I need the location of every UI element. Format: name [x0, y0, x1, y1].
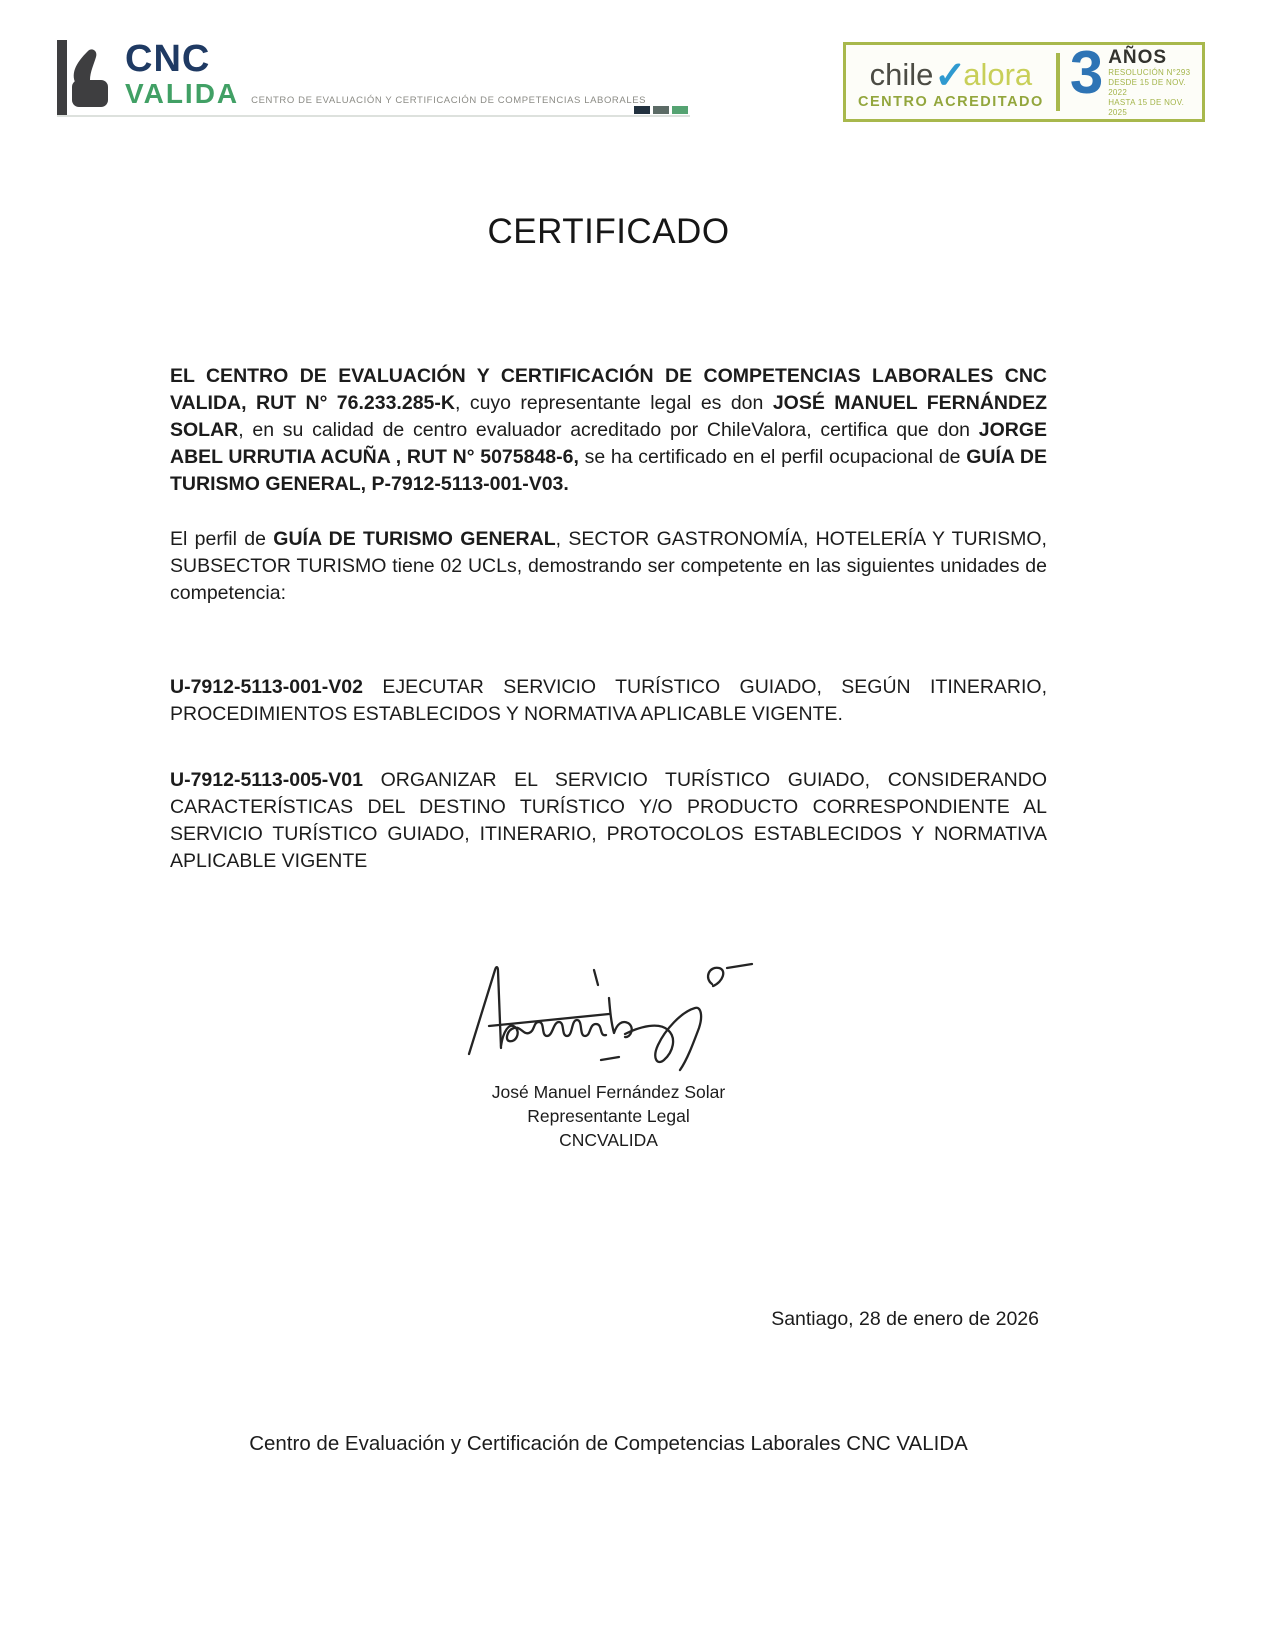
signature-image [459, 950, 759, 1080]
thumbs-up-icon [55, 40, 117, 116]
signature-block [170, 950, 1047, 1152]
chilevalora-accreditation-badge [843, 38, 1205, 122]
decorative-block-green [672, 106, 688, 114]
cnc-valida-logo [55, 40, 646, 116]
certificate-intro-paragraph: EL CENTRO DE EVALUACIÓN Y CERTIFICACIÓN DE COMPETENCIAS LABORALES CNC VALIDA, RUT N° 76.233.285-K, cuyo representante legal es don JOSÉ MANUEL FERNÁNDEZ SOLAR, en su calidad de centro evaluador acreditado por ChileValora, certifica que don JORGE ABEL URRUTIA ACUÑA , RUT N° 5075848-6, se ha certificado en el perfil ocupacional de GUÍA DE TURISMO GENERAL, P-7912-5113-001-V03. [170, 364, 1047, 495]
decorative-block-navy [634, 106, 650, 114]
date-line: Santiago, 28 de enero de 2026 [771, 1308, 1039, 1330]
badge-subtitle: CENTRO ACREDITADO [858, 94, 1044, 110]
badge-detail-line: DESDE 15 DE NOV. 2022 [1108, 78, 1187, 98]
logo-divider-rule [57, 115, 690, 117]
logo-text [125, 40, 646, 108]
checkmark-icon: ✓ [934, 55, 967, 97]
ucl-paragraph-2: U-7912-5113-005-V01 ORGANIZAR EL SERVICIO TURÍSTICO GUIADO, CONSIDERANDO CARACTERÍSTICAS DEL DESTINO TURÍSTICO Y/O PRODUCTO CORRESPONDIENTE AL SERVICIO TURÍSTICO GUIADO, ITINERARIO, PROTOCOLOS ESTABLECIDOS Y NORMATIVA APLICABLE VIGENTE [170, 768, 1047, 872]
logo-brand-valida: VALIDA [125, 78, 240, 109]
logo-tagline: CENTRO DE EVALUACIÓN Y CERTIFICACIÓN DE COMPETENCIAS LABORALES [251, 95, 647, 106]
ucl-paragraph-1: U-7912-5113-001-V02 EJECUTAR SERVICIO TURÍSTICO GUIADO, SEGÚN ITINERARIO, PROCEDIMIENTOS ESTABLECIDOS Y NORMATIVA APLICABLE VIGENTE. [170, 675, 1047, 725]
logo-rule-blocks [634, 106, 688, 114]
footer-line: Centro de Evaluación y Certificación de Competencias Laborales CNC VALIDA [249, 1432, 968, 1455]
decorative-block-gray [653, 106, 669, 114]
badge-years-label: AÑOS [1108, 46, 1168, 68]
badge-brand-chile: chile [869, 57, 934, 92]
badge-years-number: 3 [1069, 38, 1104, 106]
logo-brand-cnc: CNC [125, 38, 211, 80]
badge-separator [1056, 53, 1060, 111]
badge-years-block [1069, 38, 1194, 119]
badge-detail-line: RESOLUCIÓN N°293 [1108, 68, 1191, 78]
badge-detail-line: HASTA 15 DE NOV. 2025 [1108, 98, 1185, 118]
signatory-name: José Manuel Fernández Solar [491, 1082, 726, 1102]
badge-brand-block [858, 54, 1044, 110]
badge-brand-valora: alora [963, 57, 1033, 92]
page-title: CERTIFICADO [487, 212, 730, 251]
profile-paragraph: El perfil de GUÍA DE TURISMO GENERAL, SECTOR GASTRONOMÍA, HOTELERÍA Y TURISMO, SUBSECTOR TURISMO tiene 02 UCLs, demostrando ser competente en las siguientes unidades de competencia: [170, 527, 1047, 604]
signatory-role: Representante Legal [527, 1106, 690, 1126]
signatory-org: CNCVALIDA [559, 1130, 658, 1150]
